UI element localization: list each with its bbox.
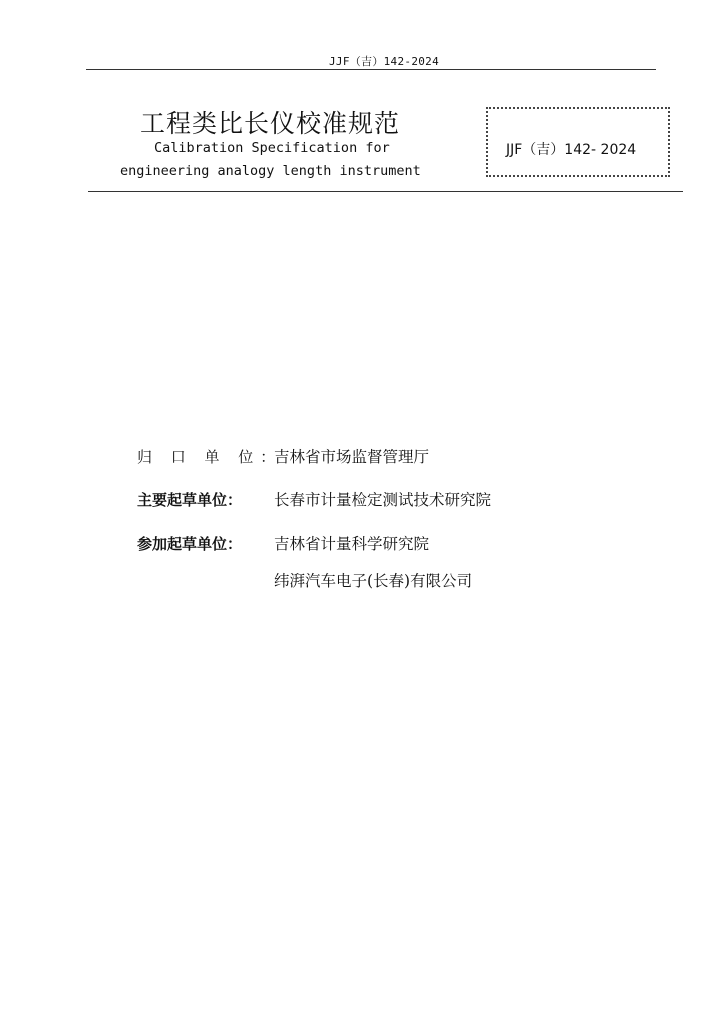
header-rule xyxy=(86,69,656,70)
title-rule xyxy=(88,191,683,192)
participating-drafting-unit-value-2: 纬湃汽车电子(长春)有限公司 xyxy=(274,572,473,590)
main-drafting-unit-label: 主要起草单位： xyxy=(137,491,243,509)
competent-unit-value: 吉林省市场监督管理厅 xyxy=(274,448,430,466)
document-title-english-line1: Calibration Specification for xyxy=(154,140,390,156)
running-header-code: JJF（吉）142-2024 xyxy=(328,55,440,68)
document-title-english-line2: engineering analogy length instrument xyxy=(120,163,421,179)
competent-unit-label: 归 口 单 位： xyxy=(137,448,283,466)
participating-drafting-unit-label: 参加起草单位： xyxy=(137,535,243,553)
standard-code-box-text: JJF（吉）142- 2024 xyxy=(506,142,637,158)
main-drafting-unit-value: 长春市计量检定测试技术研究院 xyxy=(274,491,492,509)
document-title-chinese: 工程类比长仪校准规范 xyxy=(140,109,401,138)
participating-drafting-unit-value-1: 吉林省计量科学研究院 xyxy=(274,535,430,553)
